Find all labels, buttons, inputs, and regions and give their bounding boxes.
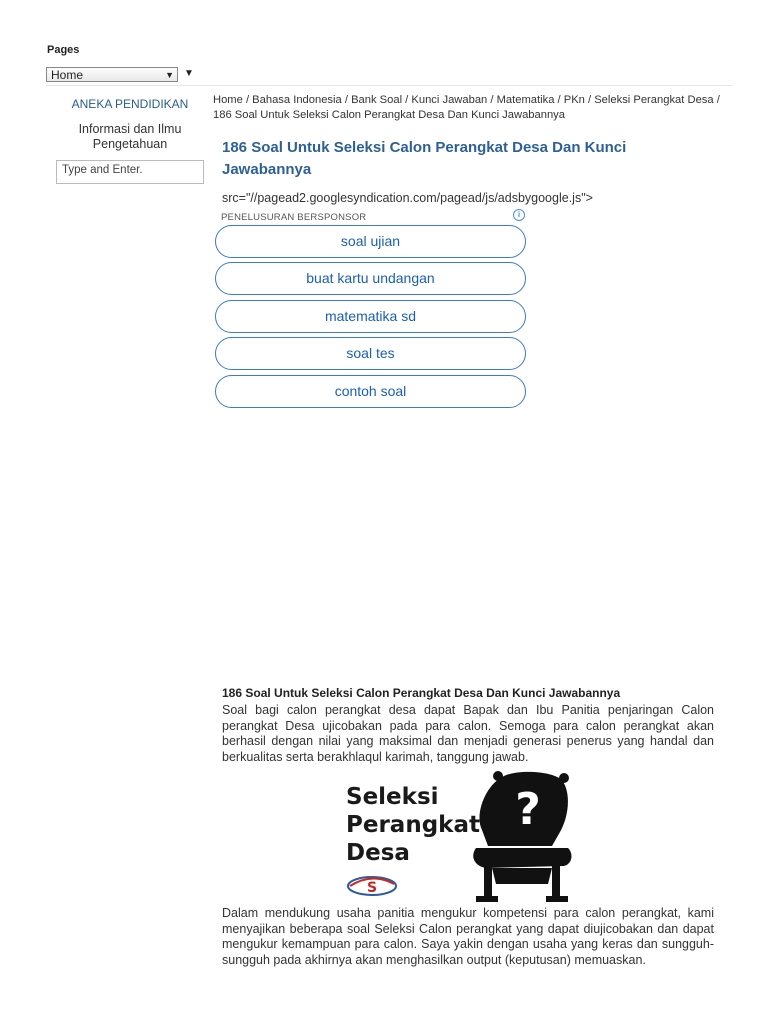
search-input[interactable]: Type and Enter. bbox=[56, 160, 204, 184]
article-paragraph: Soal bagi calon perangkat desa dapat Bapak dan Ibu Panitia penjaringan Calon perangkat Desa ujicobakan pada para calon. Semoga para calon perangkat akan berhasil dengan nilai yang maksimal dan menjadi generasi penerus yang handal dan berkualitas serta berakhlaqul karimah, tanggung jawab. bbox=[222, 703, 714, 764]
article-paragraph: Dalam mendukung usaha panitia mengukur kompetensi para calon perangkat, kami menyajikan beberapa soal Seleksi Calon perangkat yang dapat diujicobakan dan dapat mengukur kemampuan para calon. Saya yakin dengan usaha yang keras dan sungguh-sungguh pada akhirnya akan menghasilkan output (keputusan) memuaskan. bbox=[222, 906, 714, 967]
site-title[interactable]: ANEKA PENDIDIKAN bbox=[71, 97, 189, 111]
image-text-desa: Desa bbox=[346, 840, 410, 866]
image-text-perangkat: Perangkat bbox=[346, 812, 480, 838]
ad-link-button[interactable]: soal ujian bbox=[215, 225, 526, 258]
article-heading: 186 Soal Untuk Seleksi Calon Perangkat Desa Dan Kunci Jawabannya bbox=[222, 686, 621, 700]
ad-link-button[interactable]: contoh soal bbox=[215, 375, 526, 408]
ad-link-button[interactable]: buat kartu undangan bbox=[215, 262, 526, 295]
site-description: Informasi dan Ilmu Pengetahuan bbox=[78, 122, 182, 151]
pages-label: Pages bbox=[47, 44, 80, 56]
pages-select[interactable] bbox=[46, 67, 178, 82]
seleksi-perangkat-desa-image bbox=[336, 768, 576, 904]
post-title[interactable]: 186 Soal Untuk Seleksi Calon Perangkat Desa Dan Kunci Jawabannya bbox=[222, 139, 627, 178]
divider bbox=[46, 85, 732, 86]
sponsored-label: PENELUSURAN BERSPONSOR bbox=[221, 212, 367, 223]
breadcrumb[interactable]: Home / Bahasa Indonesia / Bank Soal / Kunci Jawaban / Matematika / PKn / Seleksi Perangkat Desa / 186 Soal Untuk Seleksi Calon Perangkat Desa Dan Kunci Jawabannya bbox=[213, 94, 720, 121]
image-text-seleksi: Seleksi bbox=[346, 784, 439, 810]
raw-script-text: src="//pagead2.googlesyndication.com/pagead/js/adsbygoogle.js"> bbox=[222, 191, 593, 205]
chevron-down-icon: ▼ bbox=[165, 70, 174, 80]
ad-link-button[interactable]: matematika sd bbox=[215, 300, 526, 333]
logo-letter: S bbox=[366, 880, 378, 896]
svg-text:?: ? bbox=[515, 784, 541, 835]
ad-link-button[interactable]: soal tes bbox=[215, 337, 526, 370]
pages-select-value: Home bbox=[51, 68, 84, 82]
chevron-down-icon[interactable]: ▼ bbox=[184, 68, 194, 79]
info-icon[interactable]: i bbox=[513, 209, 525, 221]
